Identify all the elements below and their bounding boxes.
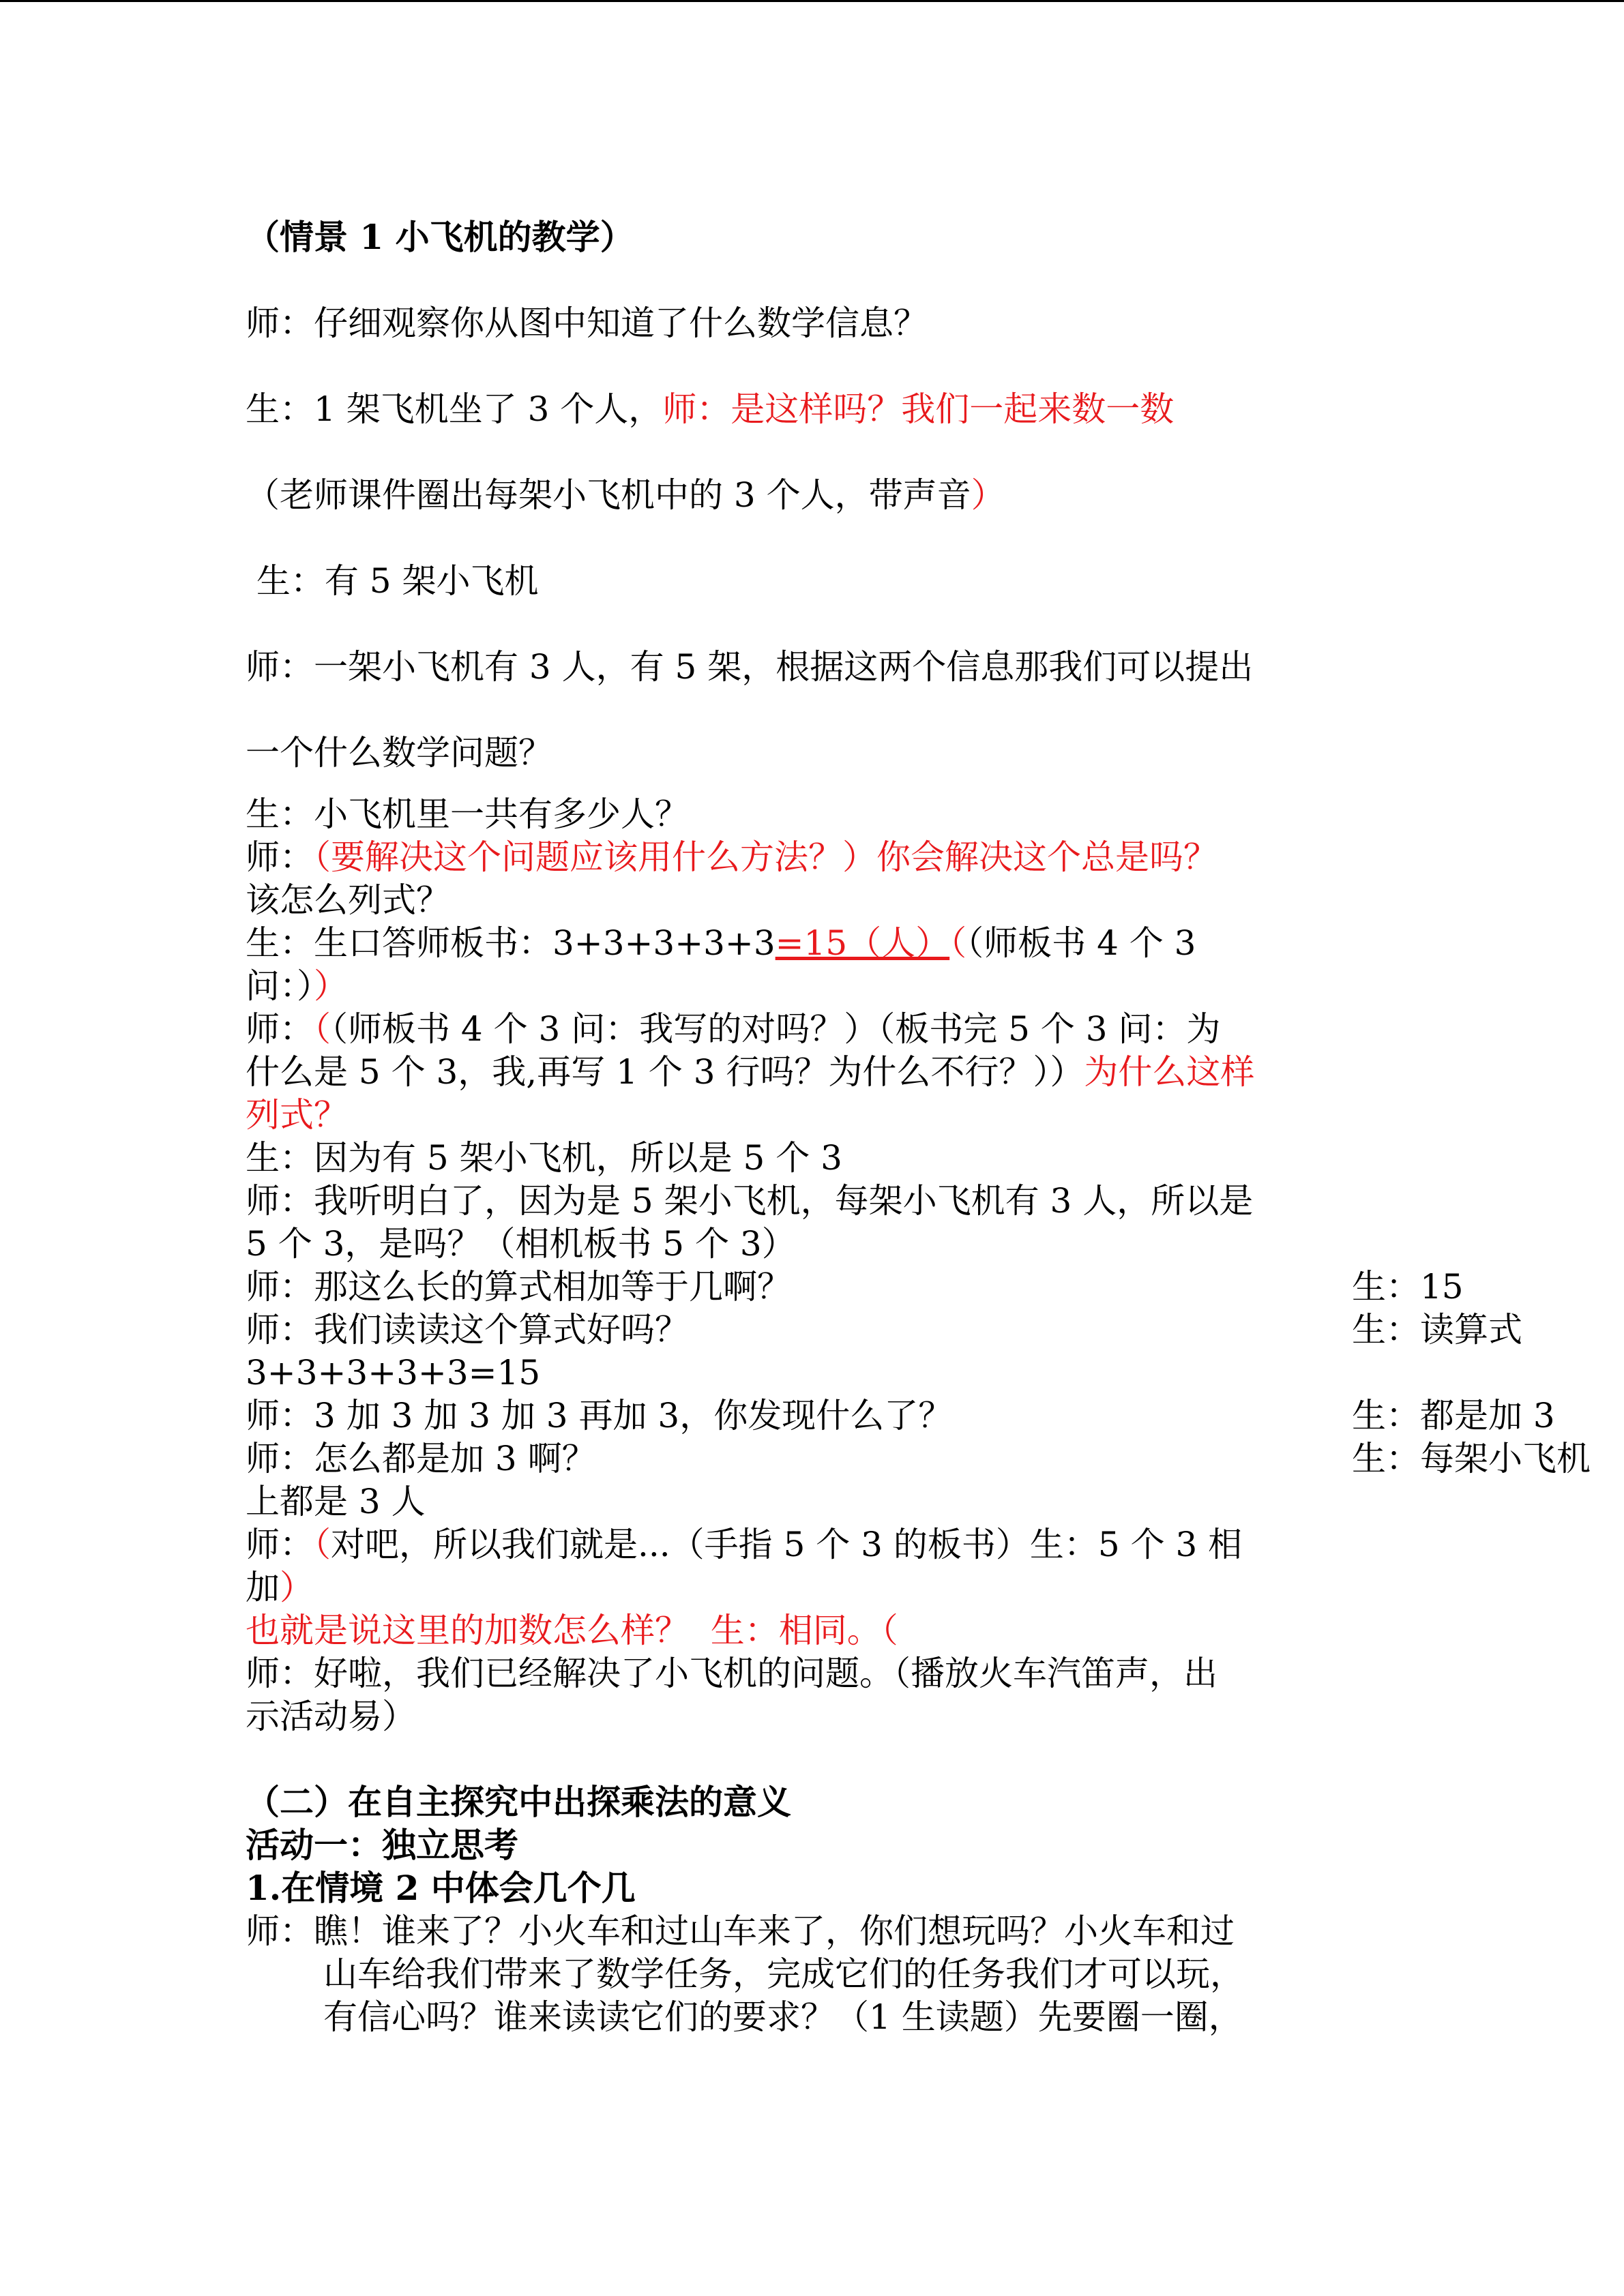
text-run: 生：1 架飞机坐了 3 个人， — [246, 389, 663, 429]
section-heading: （二）在自主探究中出探乘法的意义 — [246, 1782, 791, 1822]
paragraph-line — [246, 473, 1005, 517]
dialogue-line — [246, 1394, 1555, 1437]
paragraph-line — [246, 921, 1196, 965]
paragraph-line: 师：瞧！谁来了？小火车和过山车来了，你们想玩吗？小火车和过 — [246, 1911, 1235, 1951]
text-run: （老师课件圈出每架小飞机中的 3 个人，带声音 — [246, 475, 971, 515]
text-run: 对吧，所以我们就是...（手指 5 个 3 的板书）生：5 个 3 相 — [331, 1525, 1243, 1564]
text-run: 生：生口答师板书：3+3+3+3+3 — [246, 923, 776, 963]
paragraph-line: 山车给我们带来了数学任务，完成它们的任务我们才可以玩， — [323, 1954, 1244, 1994]
paragraph-line: 生：有 5 架小飞机 — [246, 561, 539, 601]
paragraph-line: 师：好啦，我们已经解决了小飞机的问题。（播放火车汽笛声，出 — [246, 1654, 1217, 1693]
text-run-red: （要解决这个问题应该用什么方法？）你会解决这个总是吗？ — [314, 837, 1217, 877]
dialogue-line — [246, 1308, 1522, 1352]
student-reply: 生：读算式 — [1352, 1310, 1522, 1350]
paragraph-line: 一个什么数学问题？ — [246, 733, 552, 773]
paragraph-line — [246, 835, 1217, 879]
text-run: 什么是 5 个 3，我,再写 1 个 3 行吗？为什么不行？）） — [246, 1052, 1084, 1092]
text-run-red: ） — [314, 966, 348, 1006]
dialogue-line — [246, 1265, 1464, 1309]
text-run-red: （ — [314, 1009, 331, 1049]
paragraph-line: 5 个 3，是吗？（相机板书 5 个 3） — [246, 1224, 796, 1264]
paragraph-line: 示活动易） — [246, 1697, 416, 1736]
paragraph-line — [246, 1566, 314, 1609]
text-run-red: 师：是这样吗？我们一起来数一数 — [662, 389, 1175, 429]
text-run-red-underlined: =15（人） — [775, 923, 950, 963]
text-run-red: 为什么这样 — [1084, 1052, 1255, 1092]
paragraph-line: 该怎么列式？ — [246, 880, 450, 920]
paragraph-line: 列式？ — [246, 1095, 348, 1135]
text-run: （师板书 4 个 3 问：我写的对吗？）（板书完 5 个 3 问：为 — [331, 1009, 1221, 1049]
paragraph-line — [246, 1050, 1254, 1094]
text-run: 师： — [246, 837, 314, 877]
teacher-text: 师：我们读读这个算式好吗？ — [246, 1310, 689, 1350]
paragraph-line: 生：小飞机里一共有多少人？ — [246, 794, 689, 834]
text-run: （师板书 4 个 3 — [966, 923, 1196, 963]
paragraph-line: 师：仔细观察你从图中知道了什么数学信息？ — [246, 303, 928, 343]
student-reply: 生：每架小飞机 — [1352, 1439, 1591, 1478]
paragraph-line: 生：因为有 5 架小飞机，所以是 5 个 3 — [246, 1138, 842, 1178]
page-top-border — [0, 0, 1624, 2]
teacher-text: 师：怎么都是加 3 啊？ — [246, 1439, 596, 1478]
paragraph-line: 师：一架小飞机有 3 人，有 5 架，根据这两个信息那我们可以提出 — [246, 647, 1254, 687]
paragraph-line: 上都是 3 人 — [246, 1482, 426, 1521]
paragraph-line: 3+3+3+3+3=15 — [246, 1353, 541, 1392]
paragraph-line — [246, 387, 1174, 431]
teacher-text: 师：那这么长的算式相加等于几啊？ — [246, 1267, 791, 1307]
text-run: 师： — [246, 1009, 314, 1049]
text-run-red: ） — [971, 475, 1005, 515]
paragraph-line: 有信心吗？谁来读读它们的要求？（1 生读题）先要圈一圈， — [323, 1997, 1243, 2037]
paragraph-line: 师：我听明白了，因为是 5 架小飞机，每架小飞机有 3 人，所以是 — [246, 1181, 1254, 1221]
text-run: 加 — [246, 1568, 280, 1607]
scene-heading: （情景 1 小飞机的教学） — [246, 217, 634, 257]
text-run-red: ） — [280, 1568, 314, 1607]
student-reply: 生：都是加 3 — [1352, 1396, 1555, 1435]
subsection-heading: 1.在情境 2 中体会几个几 — [246, 1868, 636, 1908]
paragraph-line — [246, 1523, 1242, 1566]
paragraph-line: 也就是说这里的加数怎么样？ 生：相同。（ — [246, 1611, 898, 1650]
text-run-red: （ — [949, 923, 967, 963]
text-run: 师： — [246, 1525, 314, 1564]
text-run-red: （ — [314, 1525, 331, 1564]
text-run: 问：） — [246, 966, 314, 1006]
paragraph-line — [246, 964, 348, 1008]
dialogue-line — [246, 1437, 1591, 1480]
teacher-text: 师：3 加 3 加 3 加 3 再加 3，你发现什么了？ — [246, 1396, 953, 1435]
student-reply: 生：15 — [1352, 1267, 1464, 1307]
paragraph-line — [246, 1007, 1220, 1051]
activity-heading: 活动一：独立思考 — [246, 1825, 518, 1865]
